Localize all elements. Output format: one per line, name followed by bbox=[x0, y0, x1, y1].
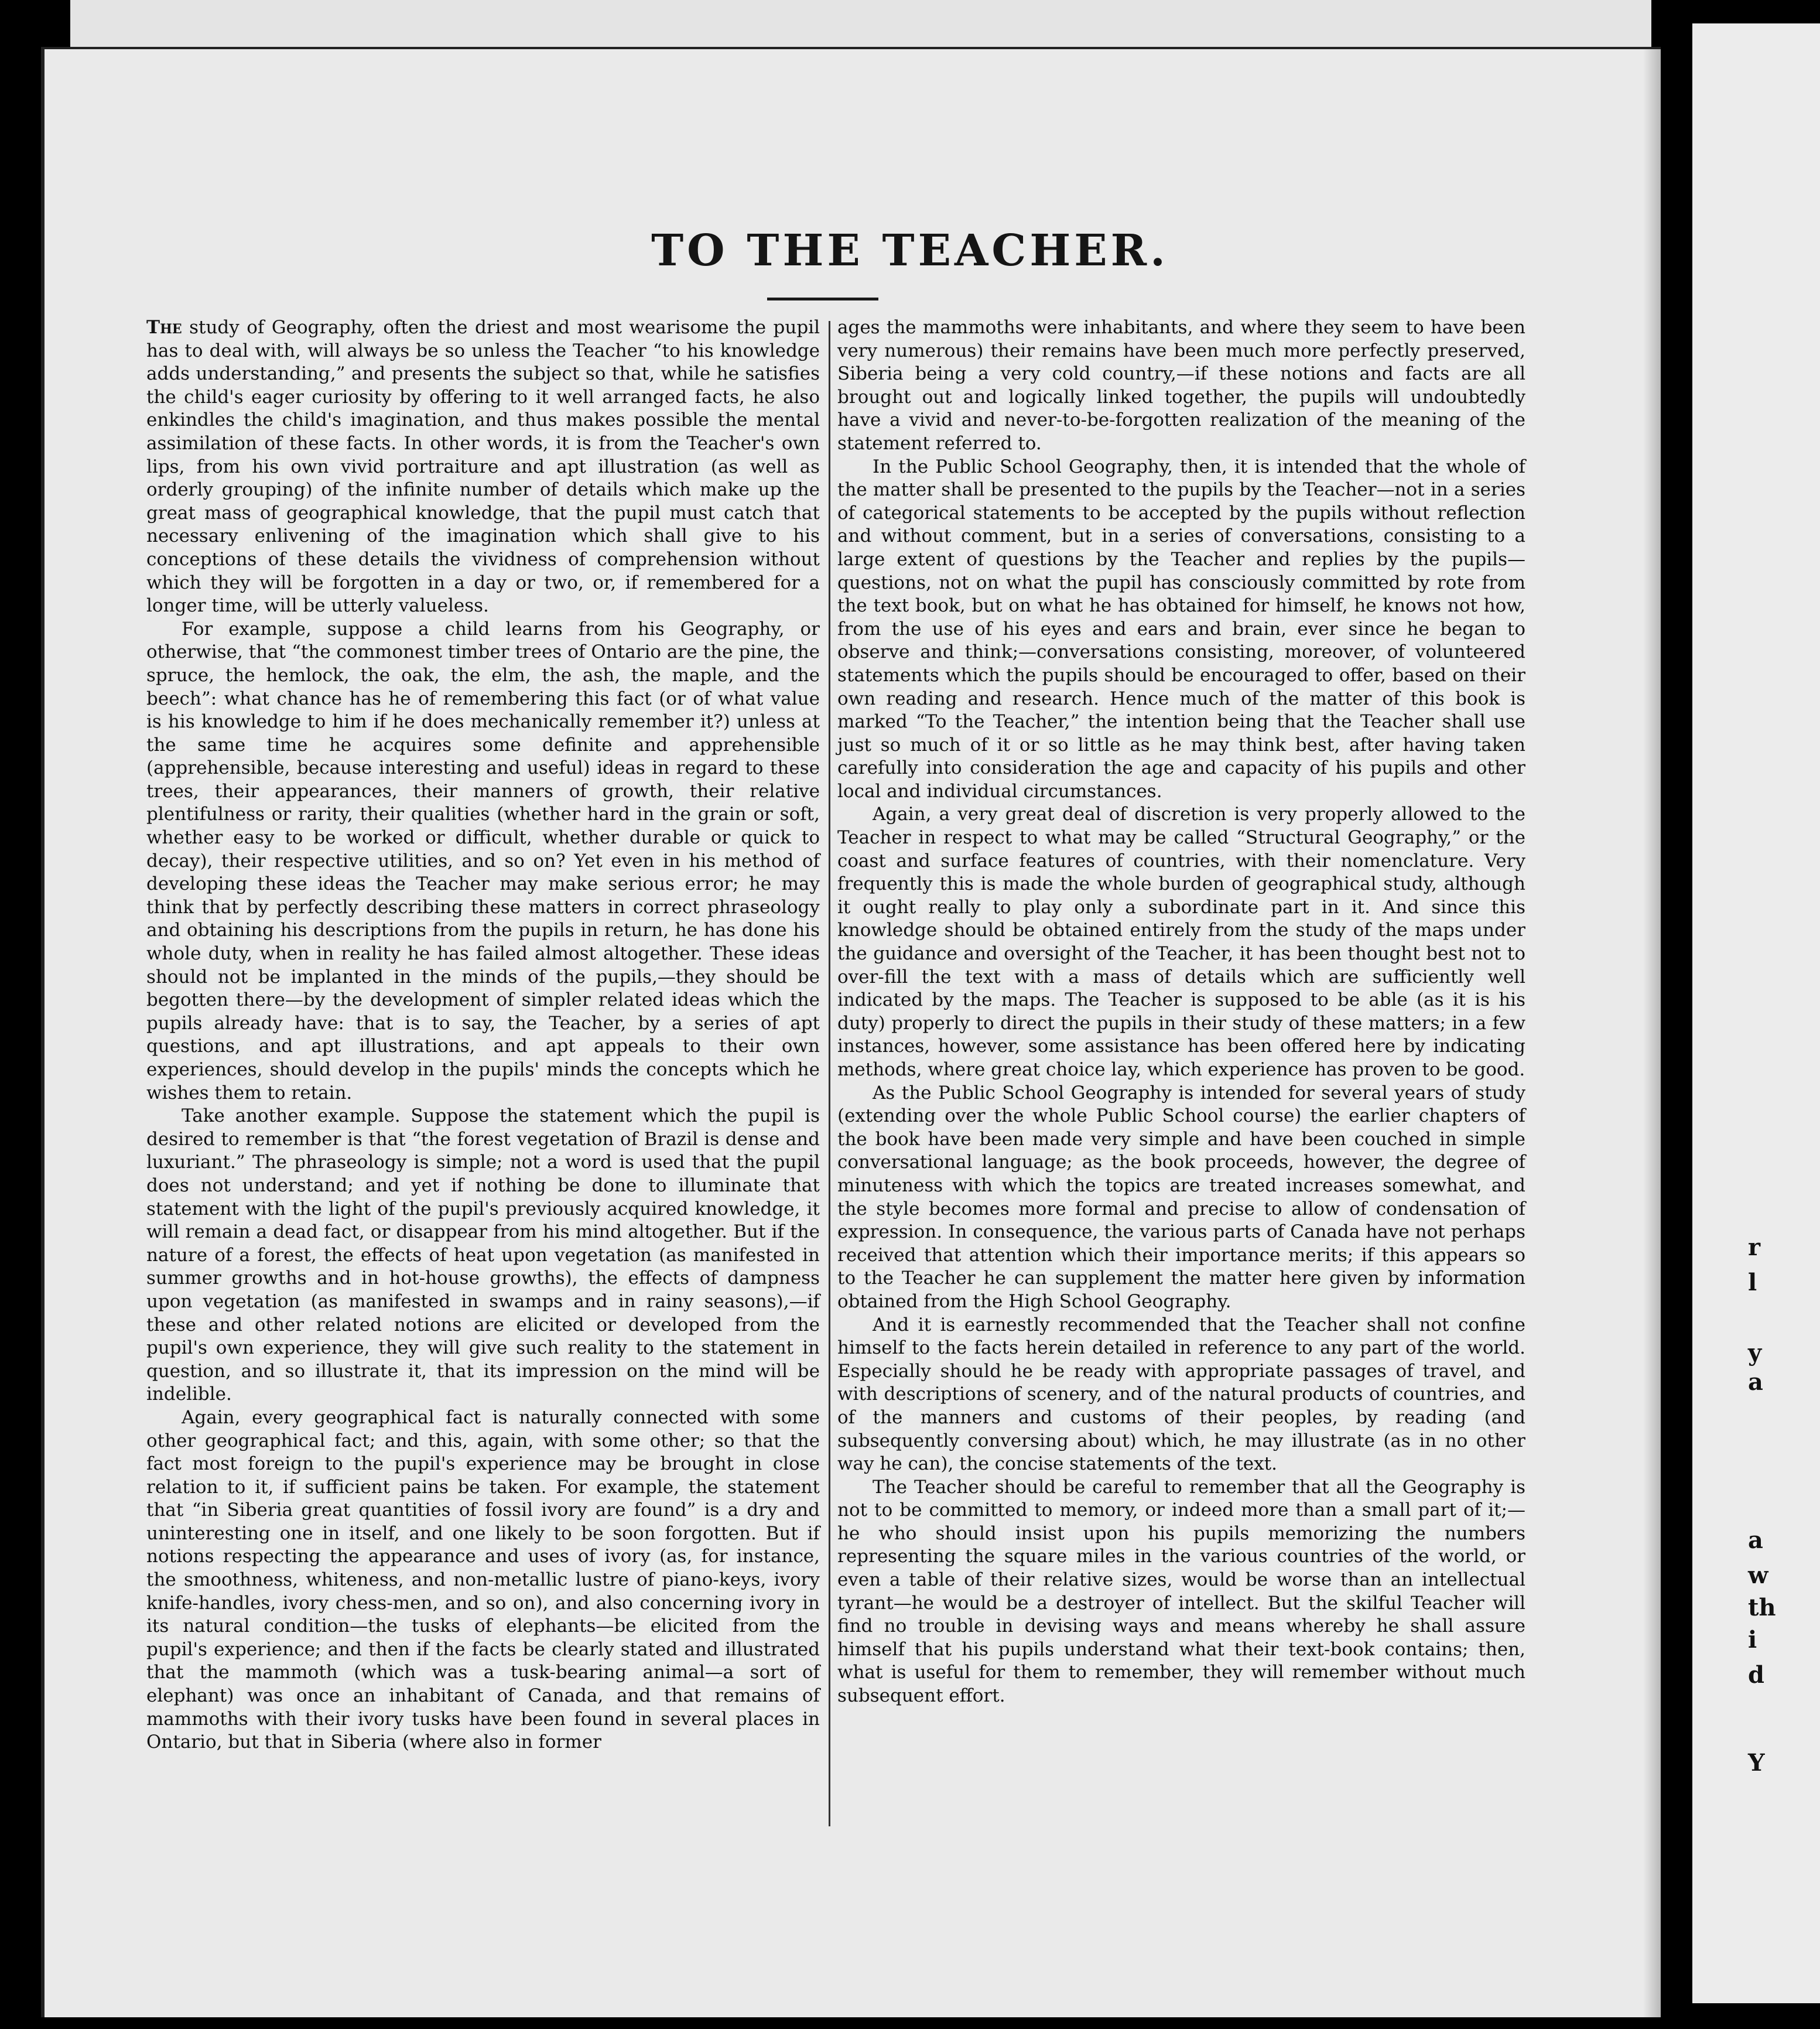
paragraph: In the Public School Geography, then, it is intended that the whole of the matter shall be presented to the pupils by the Teacher—not in a series of categorical statements to be accepted by the pupils without reflection and without comment, but in a series of conversations, consisting to a large extent of questions by the Teacher and replies by the pupils—questions, not on what the pupil has consciously committed by rote from the text book, but on what he has obtained for himself, he knows not how, from the use of his eyes and ears and brain, ever since he began to observe and think;—conversations consisting, moreover, of volunteered statements which the pupils should be encouraged to offer, based on their own reading and research. Hence much of the matter of this book is marked “To the Teacher,” the intention being that the Teacher shall use just so much of it or so little as he may think best, after having taken carefully into consideration the age and capacity of his pupils and other local and individual circumstances. bbox=[837, 456, 1525, 802]
adjacent-letter: i bbox=[1748, 1626, 1757, 1654]
adjacent-letter: y bbox=[1748, 1339, 1762, 1367]
paragraph: The Teacher should be careful to remember that all the Geography is not to be committed to memory, or indeed more than a small part of it;—he who should insist upon his pupils memorizing the numbers representing the square miles in the various countries of the world, or even a table of their relative sizes, would be worse than an intellectual tyrant—he would be a destroyer of intellect. But the skilful Teacher will find no trouble in devising ways and means whereby he shall assure himself that his pupils understand what their text-book contains; then, what is useful for them to remember, they will remember without much subsequent effort. bbox=[837, 1476, 1525, 1707]
back-sheet-edge bbox=[70, 0, 1651, 49]
paragraph: As the Public School Geography is intended for several years of study (extending over the whole Public School course) the earlier chapters of the book have been made very simple and have been couched in simple conversational language; as the book proceeds, however, the degree of minuteness with which the topics are treated increases somewhat, and the style becomes more formal and precise to allow of condensation of expression. In consequence, the various parts of Canada have not perhaps received that attention which their importance merits; if this appears so to the Teacher he can supplement the matter here given by information obtained from the High School Geography. bbox=[837, 1082, 1525, 1312]
paragraph: Again, every geographical fact is naturally connected with some other geographical fact; and this, again, with some other; so that the fact most foreign to the pupil's experience may be brought in close relation to it, if sufficient pains be taken. For example, the statement that “in Siberia great quantities of fossil ivory are found” is a dry and uninteresting one in itself, and one likely to be soon forgotten. But if notions respecting the appearance and uses of ivory (as, for instance, the smoothness, whiteness, and non-metallic lustre of piano-keys, ivory knife-handles, ivory chess-men, and so on), and also concerning ivory in its natural condition—the tusks of elephants—be elicited from the pupil's experience; and then if the facts be clearly stated and illustrated that the mammoth (which was a tusk-bearing animal—a sort of elephant) was once an inhabitant of Canada, and that remains of mammoths with their ivory tusks have been found in several places in Ontario, but that in Siberia (where also in former bbox=[146, 1406, 820, 1753]
adjacent-letter: Y bbox=[1748, 1749, 1765, 1777]
title-rule bbox=[767, 298, 878, 300]
left-column bbox=[146, 316, 820, 1754]
paragraph: ages the mammoths were inhabitants, and where they seem to have been very numerous) their remains have been much more perfectly preserved, Siberia being a very cold country,—if these notions and facts are all brought out and logically linked together, the pupils will undoubtedly have a vivid and never-to-be-forgotten realization of the meaning of the statement referred to. bbox=[837, 317, 1525, 454]
paragraph: And it is earnestly recommended that the Teacher shall not confine himself to the facts herein detailed in reference to any part of the world. Especially should he be ready with appropriate passages of travel, and with descriptions of scenery, and of the natural products of countries, and of the manners and customs of their peoples, by reading (and subsequently conversing about) which, he may illustrate (as in no other way he can), the concise statements of the text. bbox=[837, 1314, 1525, 1475]
right-column bbox=[837, 316, 1525, 1708]
adjacent-letter: r bbox=[1748, 1234, 1761, 1261]
paragraph-lead-word: The bbox=[146, 317, 182, 338]
column-divider bbox=[829, 321, 830, 1826]
paragraph: Take another example. Suppose the statement which the pupil is desired to remember is that “the forest vegetation of Brazil is dense and luxuriant.” The phraseology is simple; not a word is used that the pupil does not understand; and yet if nothing be done to illuminate that statement with the light of the pupil's previously acquired knowledge, it will remain a dead fact, or disappear from his mind altogether. But if the nature of a forest, the effects of heat upon vegetation (as manifested in summer growths and in hot-house growths), the effects of dampness upon vegetation (as manifested in swamps and in rainy seasons),—if these and other related notions are elicited or developed from the pupil's own experience, they will give such reality to the statement in question, and so illustrate it, that its impression on the mind will be indelible. bbox=[146, 1105, 820, 1405]
adjacent-letter: d bbox=[1748, 1661, 1764, 1689]
adjacent-letter: w bbox=[1748, 1562, 1768, 1589]
paragraph: Again, a very great deal of discretion is very properly allowed to the Teacher in respect to what may be called “Structural Geography,” or the coast and surface features of countries, with their nomenclature. Very frequently this is made the whole burden of geographical study, although it ought really to play only a subordinate part in it. And since this knowledge should be obtained entirely from the study of the maps under the guidance and oversight of the Teacher, it has been thought best not to over-fill the text with a mass of details which are sufficiently well indicated by the maps. The Teacher is supposed to be able (as it is his duty) properly to direct the pupils in their study of these matters; in a few instances, however, some assistance has been offered here by indicating methods, where great choice lay, which experience has proven to be good. bbox=[837, 804, 1525, 1080]
adjacent-letter: a bbox=[1748, 1526, 1763, 1554]
page-title: TO THE TEACHER. bbox=[651, 226, 1169, 276]
adjacent-letter: a bbox=[1748, 1368, 1763, 1396]
paragraph bbox=[146, 316, 820, 618]
adjacent-letter: l bbox=[1748, 1269, 1757, 1296]
paragraph-text: study of Geography, often the driest and most wearisome the pupil has to deal with, will always be so unless the Teacher “to his knowledge adds understanding,” and presents the subject so that, while he satisfies the child's eager curiosity by offering to it well arranged facts, he also enkindles the child's imagination, and thus makes possible the mental assimilation of these facts. In other words, it is from the Teacher's own lips, from his own vivid portraiture and apt illustration (as well as orderly grouping) of the infinite number of details which make up the great mass of geographical knowledge, that the pupil must catch that necessary enlivening of the imagination which shall give to his conceptions of these details the vividness of comprehension without which they will be forgotten in a day or two, or, if remembered for a longer time, will be utterly valueless. bbox=[146, 317, 820, 617]
adjacent-letter: th bbox=[1748, 1594, 1776, 1621]
adjacent-page-edge bbox=[1692, 23, 1820, 2003]
paragraph: For example, suppose a child learns from his Geography, or otherwise, that “the commonest timber trees of Ontario are the pine, the spruce, the hemlock, the oak, the elm, the ash, the maple, and the beech”: what chance has he of remembering this fact (or of what value is his knowledge to him if he does mechanically remember it?) unless at the same time he acquires some definite and apprehensible (apprehensible, because interesting and useful) ideas in regard to these trees, their appearances, their manners of growth, their relative plentifulness or rarity, their qualities (whether hard in the grain or soft, whether easy to be worked or difficult, whether durable or quick to decay), their respective utilities, and so on? Yet even in his method of developing these ideas the Teacher may make serious error; he may think that by perfectly describing these matters in correct phraseology and obtaining his descriptions from the pupils in return, he has done his whole duty, when in reality he has failed almost altogether. These ideas should not be implanted in the minds of the pupils,—they should be begotten there—by the development of simpler related ideas which the pupils already have: that is to say, the Teacher, by a series of apt questions, and apt illustrations, and apt appeals to their own experiences, should develop in the pupils' minds the concepts which he wishes them to retain. bbox=[146, 618, 820, 1104]
